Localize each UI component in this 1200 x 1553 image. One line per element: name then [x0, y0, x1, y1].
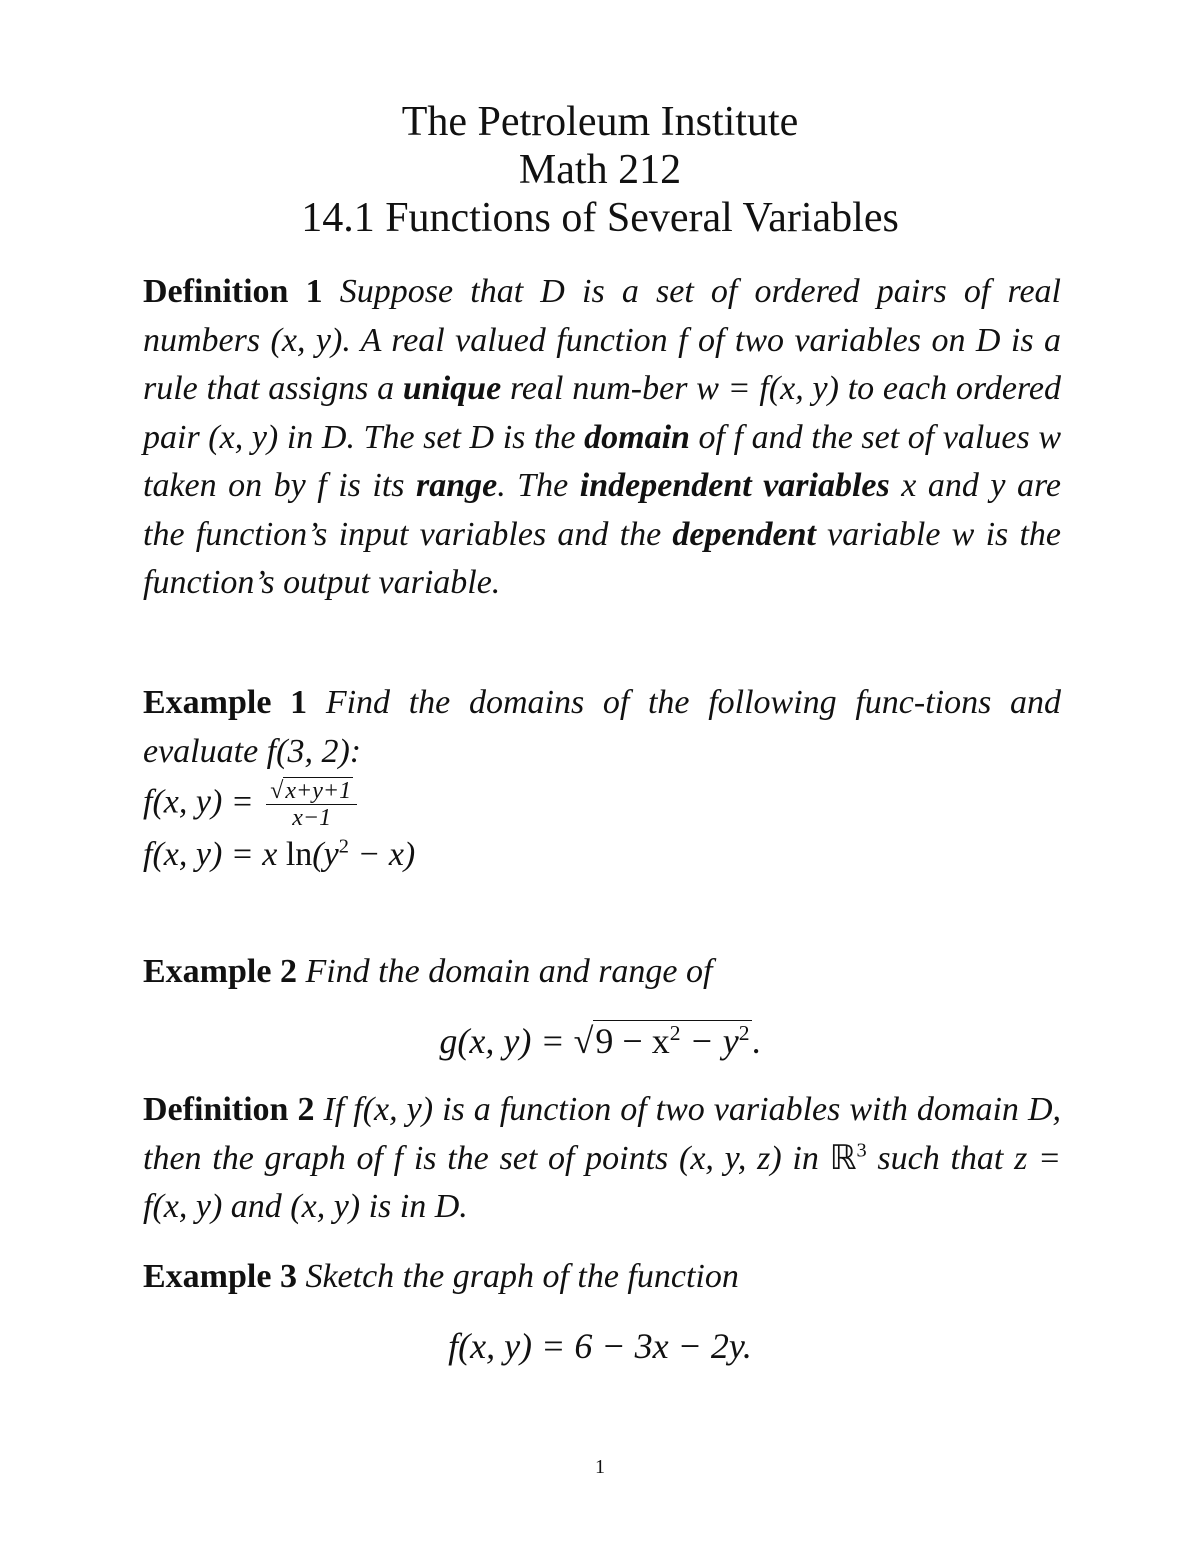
fraction: $\frac{√x+y+1}{x-1}$ — [266, 778, 357, 831]
example-2: Example 2 Find the domain and range of — [143, 953, 713, 990]
title-block — [0, 98, 1200, 242]
sqrt-symbol: √ — [270, 778, 284, 804]
term-unique: unique — [402, 370, 502, 407]
term-independent-variables: independent variables — [579, 467, 890, 504]
term-domain: domain — [584, 418, 690, 456]
definition-1-label: Definition 1 — [143, 273, 323, 310]
example-1: Example 1 Find the domains of the following func-tions and evaluate f(3, 2): — [143, 684, 1062, 770]
example-2-label: Example 2 — [143, 953, 297, 990]
definition-2-label: Definition 2 — [143, 1091, 315, 1128]
term-range: range — [416, 467, 498, 504]
example-3-formula: f(x, y) = 6 − 3x − 2y. — [448, 1326, 752, 1366]
page-number: 1 — [595, 1456, 605, 1478]
example-1-formula-2: f(x, y) = x $\ln(y^2 - x)$ — [143, 835, 416, 873]
definition-1: Definition 1 Suppose that D is a set of ordered pairs of real numbers (x, y). A real valued function f of two variables on D is a rule that assigns a unique real num-ber w = f(x, y) to each ordered pair (x, y) in D. The set D is the domain of f and the set of values w taken on by f is its range. The independent variables x and y are the function’s input variables and the dependent variable w is the function’s output variable. — [143, 273, 1062, 601]
term-dependent: dependent — [672, 515, 816, 553]
example-3-label: Example 3 — [143, 1258, 297, 1295]
example-1-formula-1: f(x, y) = $\frac{√x+y+1}{x-1}$ — [143, 778, 357, 831]
sqrt-symbol: √ — [573, 1021, 594, 1061]
definition-2: Definition 2 If f(x, y) is a function of two variables with domain D, then the graph of f is the set of points (x, y, z) in ℝ$^3$ such that z = f(x, y) and (x, y) is in D. — [143, 1091, 1061, 1225]
institution-title: The Petroleum Institute — [401, 99, 799, 145]
example-2-formula: g(x, $y) = √9 - x^2 - y^2$. — [439, 1021, 761, 1061]
course-title: Math 212 — [518, 147, 682, 193]
example-3: Example 3 Sketch the graph of the function — [143, 1258, 739, 1295]
example-1-label: Example 1 — [143, 684, 308, 721]
section-title: 14.1 Functions of Several Variables — [301, 195, 899, 241]
